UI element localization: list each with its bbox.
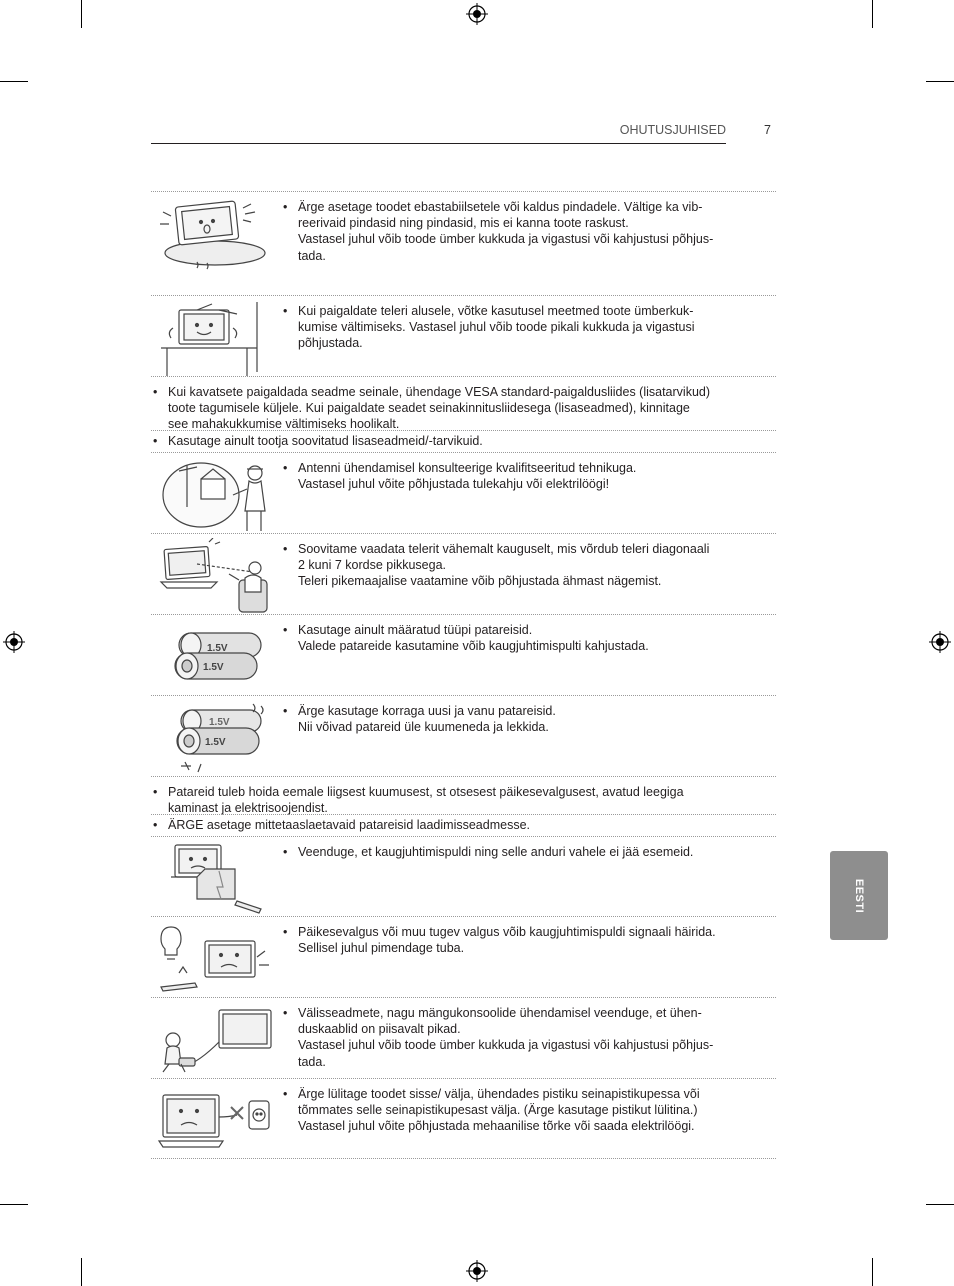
safety-item	[151, 1078, 776, 1159]
text-line: ÄRGE asetage mittetaaslaetavaid patareisid laadimisseadmesse.	[168, 818, 530, 832]
strong-light-interference-icon	[157, 921, 275, 999]
text-line: Ärge kasutage korraga uusi ja vanu patareisid.	[298, 704, 556, 718]
page-number: 7	[764, 123, 771, 137]
safety-text	[283, 199, 753, 264]
text-line: Kui paigaldate teleri alusele, võtke kasutusel meetmed toote ümberkuk-	[298, 304, 694, 318]
registration-mark-icon	[466, 3, 488, 25]
text-line: kumise vältimiseks. Vastasel juhul võib toode pikali kukkuda ja vigastusi	[298, 320, 695, 335]
text-line: Nii võivad patareid üle kuumeneda ja lekkida.	[298, 720, 549, 735]
text-line: Vastasel juhul võib toode ümber kukkuda ja vigastusi või kahjustusi põhjus-	[298, 232, 714, 247]
text-line: Veenduge, et kaugjuhtimispuldi ning selle anduri vahele ei jää esemeid.	[298, 845, 694, 859]
text-line: tõmmates selle seinapistikupesast välja. (Ärge kasutage pistikut lülitina.)	[298, 1103, 698, 1118]
tv-on-tilted-stand-icon	[157, 196, 275, 274]
safety-text	[153, 784, 758, 816]
text-line: Ärge asetage toodet ebastabiilsetele või kaldus pindadele. Vältige ka vib-	[298, 200, 703, 214]
text-line: Välisseadmete, nagu mängukonsoolide ühendamisel veenduge, et ühen-	[298, 1006, 702, 1020]
bullet: •	[283, 1006, 288, 1020]
safety-item	[151, 430, 776, 452]
text-line: toote tagumisele küljele. Kui paigaldate seadet seinakinnitusliidesega (lisaseadmed), kinnitage	[168, 401, 690, 416]
bullet: •	[283, 461, 288, 475]
battery-label: 1.5V	[205, 737, 226, 748]
safety-item	[151, 295, 776, 376]
text-line: Valede patareide kasutamine võib kaugjuhtimispulti kahjustada.	[298, 639, 649, 654]
safety-text	[283, 924, 753, 956]
text-line: tada.	[298, 248, 326, 263]
antenna-technician-icon	[157, 457, 275, 535]
header-rule	[151, 143, 726, 144]
text-line: 2 kuni 7 kordse pikkusega.	[298, 558, 447, 573]
game-console-cable-icon	[157, 1002, 275, 1080]
registration-mark-icon	[929, 631, 951, 653]
tv-wall-strap-icon	[157, 300, 275, 378]
crop-mark	[81, 1258, 82, 1286]
safety-item	[151, 997, 776, 1078]
safety-item	[151, 836, 776, 916]
battery-label: 1.5V	[207, 643, 228, 654]
bullet: •	[283, 200, 288, 214]
text-line: Kui kavatsete paigaldada seadme seinale, ühendage VESA standard-paigaldusliides (lisatarvikud)	[168, 385, 711, 399]
viewing-distance-icon	[157, 538, 275, 616]
text-line: Vastasel juhul võite põhjustada tulekahju või elektrilöögi!	[298, 477, 610, 492]
text-line: duskaablid on piisavalt pikad.	[298, 1022, 461, 1037]
text-line: kaminast ja elektrisoojendist.	[168, 801, 328, 816]
safety-text	[283, 703, 753, 735]
safety-text	[283, 1086, 753, 1135]
safety-item	[151, 614, 776, 695]
crop-mark	[0, 81, 28, 82]
bullet: •	[283, 1087, 288, 1101]
text-line: tada.	[298, 1054, 326, 1069]
safety-item	[151, 916, 776, 997]
safety-text	[153, 817, 758, 833]
safety-text	[153, 384, 758, 433]
battery-label: 1.5V	[203, 662, 224, 673]
crop-mark	[926, 1204, 954, 1205]
text-line: Vastasel juhul võib toode ümber kukkuda ja vigastusi või kahjustusi põhjus-	[298, 1038, 714, 1053]
bullet: •	[283, 542, 288, 556]
bullet: •	[283, 925, 288, 939]
text-line: Soovitame vaadata telerit vähemalt kauguselt, mis võrdub teleri diagonaali	[298, 542, 710, 556]
text-line: põhjustada.	[298, 336, 363, 351]
text-line: Kasutage ainult määratud tüüpi patareisid.	[298, 623, 533, 637]
text-line: Sellisel juhul pimendage tuba.	[298, 941, 465, 956]
safety-text	[283, 303, 753, 352]
text-line: reerivaid pindasid ning pindasid, mis ei kanna toote raskust.	[298, 216, 629, 231]
crop-mark	[872, 1258, 873, 1286]
safety-text	[153, 433, 758, 449]
safety-item	[151, 376, 776, 430]
text-line: Vastasel juhul võite põhjustada mehaanilise tõrke või saada elektrilöögi.	[298, 1119, 695, 1134]
safety-text	[283, 460, 753, 492]
bullet: •	[283, 845, 288, 859]
safety-text	[283, 1005, 753, 1070]
safety-text	[283, 622, 753, 654]
crop-mark	[872, 0, 873, 28]
text-line: Patareid tuleb hoida eemale liigsest kuumusest, st otsesest päikesevalgusest, avatud leegiga	[168, 785, 684, 799]
power-plug-icon	[157, 1083, 275, 1161]
bullet: •	[153, 434, 158, 448]
crop-mark	[0, 1204, 28, 1205]
bullet: •	[283, 704, 288, 718]
safety-item	[151, 533, 776, 614]
remote-blocked-icon	[157, 841, 275, 919]
text-line: Antenni ühendamisel konsulteerige kvalifitseeritud tehnikuga.	[298, 461, 637, 475]
battery-label: 1.5V	[209, 717, 230, 728]
safety-text	[283, 541, 753, 590]
bullet: •	[153, 818, 158, 832]
registration-mark-icon	[466, 1260, 488, 1282]
crop-mark	[81, 0, 82, 28]
bullet: •	[153, 785, 158, 799]
text-line: Kasutage ainult tootja soovitatud lisaseadmeid/-tarvikuid.	[168, 434, 483, 448]
text-line: Päikesevalgus või muu tugev valgus võib kaugjuhtimispuldi signaali häirida.	[298, 925, 716, 939]
safety-item	[151, 191, 776, 295]
safety-item	[151, 776, 776, 814]
bullet: •	[283, 304, 288, 318]
language-tab-label: EESTI	[853, 878, 865, 913]
section-title: OHUTUSJUHISED	[619, 123, 726, 137]
bullet: •	[153, 385, 158, 399]
language-tab	[830, 851, 888, 940]
text-line: Ärge lülitage toodet sisse/ välja, ühendades pistiku seinapistikupessa või	[298, 1087, 700, 1101]
bullet: •	[283, 623, 288, 637]
safety-item	[151, 452, 776, 533]
text-line: Teleri pikemaajalise vaatamine võib põhjustada ähmast nägemist.	[298, 574, 662, 589]
registration-mark-icon	[3, 631, 25, 653]
text-line: see mahakukkumise vältimiseks hoolikalt.	[168, 417, 400, 432]
safety-item	[151, 814, 776, 836]
crop-mark	[926, 81, 954, 82]
overheating-batteries-icon	[157, 700, 275, 778]
safety-text	[283, 844, 753, 860]
batteries-icon	[157, 619, 275, 697]
safety-item	[151, 695, 776, 776]
